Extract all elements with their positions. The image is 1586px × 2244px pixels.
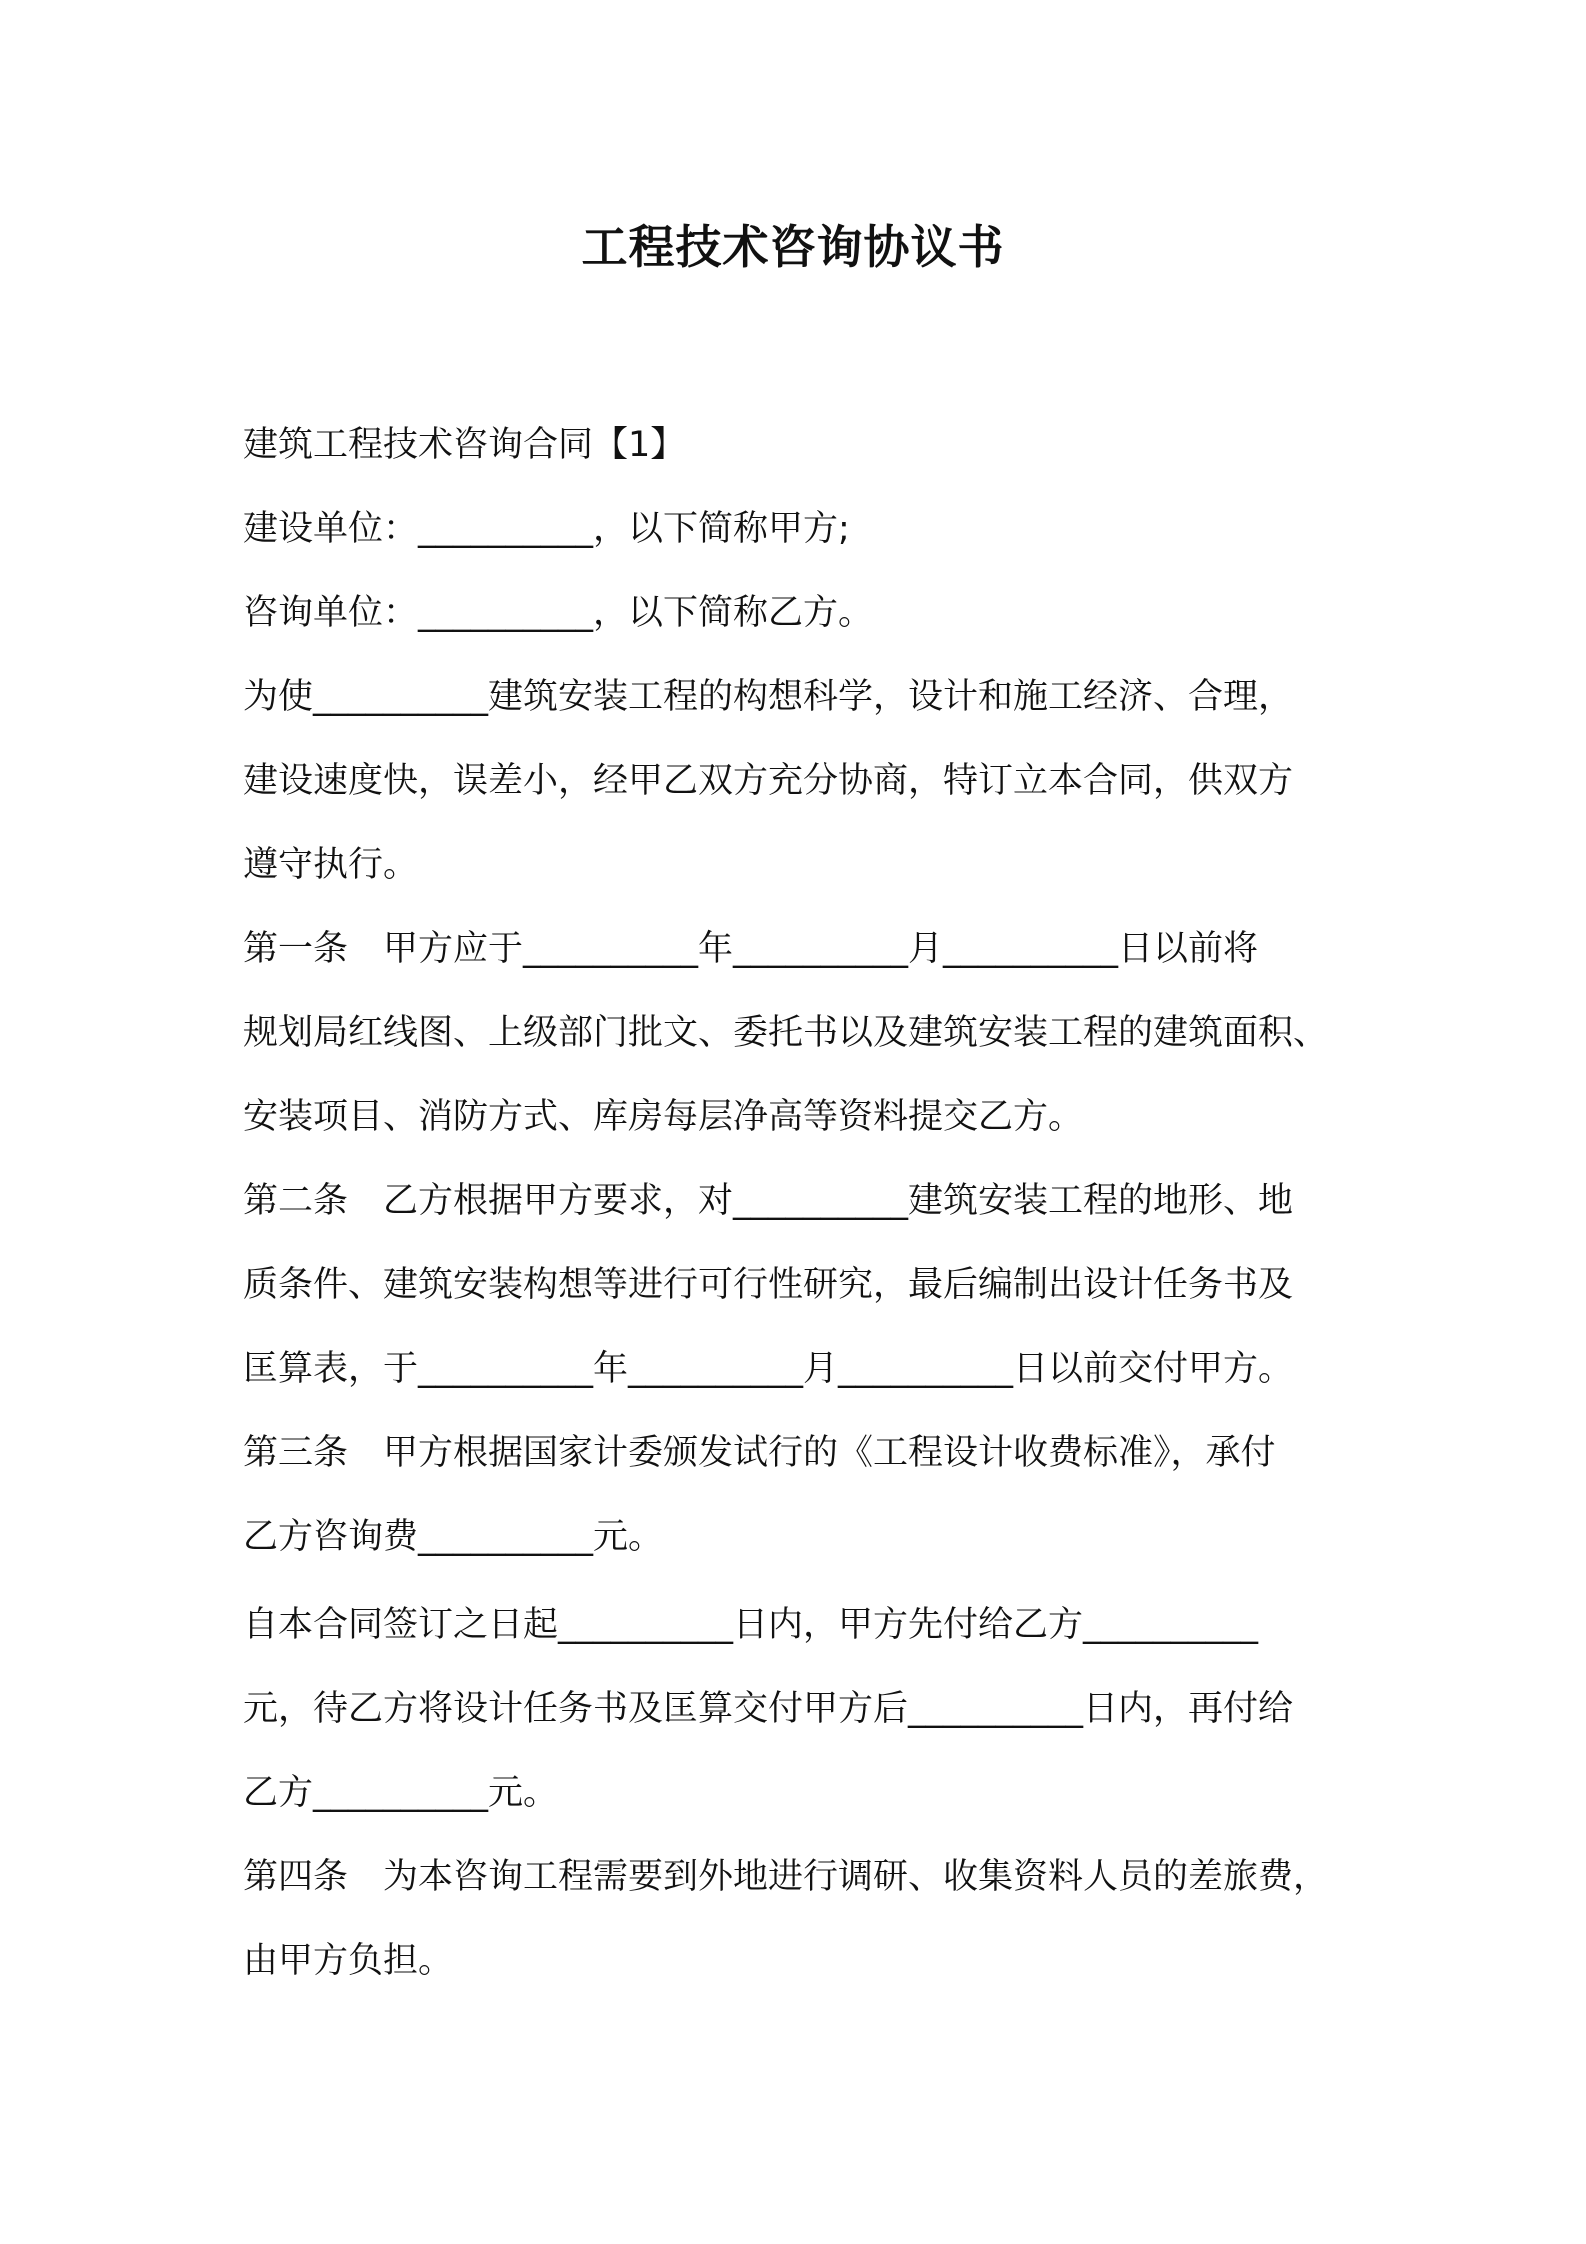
article-1-line-3: 安装项目、消防方式、库房每层净高等资料提交乙方。 (243, 1097, 1084, 1137)
party-a-line: 建设单位：__________，以下简称甲方; (243, 509, 850, 549)
article-3-line-2: 乙方咨询费__________元。 (243, 1517, 664, 1557)
article-2-line-2: 质条件、建筑安装构想等进行可行性研究，最后编制出设计任务书及 (243, 1265, 1294, 1305)
article-4-line-1: 第四条 为本咨询工程需要到外地进行调研、收集资料人员的差旅费， (243, 1857, 1329, 1897)
party-b-line: 咨询单位：__________，以下简称乙方。 (243, 593, 874, 633)
document-body (243, 403, 1363, 2003)
payment-line-2: 元，待乙方将设计任务书及匡算交付甲方后__________日内，再付给 (243, 1689, 1294, 1729)
article-1-line-1: 第一条 甲方应于__________年__________月__________日以前将 (243, 929, 1259, 969)
article-4-line-2: 由甲方负担。 (243, 1941, 454, 1981)
preamble-line-2: 建设速度快，误差小，经甲乙双方充分协商，特订立本合同，供双方 (243, 761, 1294, 801)
payment-line-1: 自本合同签订之日起__________日内，甲方先付给乙方__________ (243, 1605, 1259, 1645)
contract-heading: 建筑工程技术咨询合同【1】 (243, 425, 686, 465)
document-title: 工程技术咨询协议书 (581, 220, 1005, 274)
article-2-line-3: 匡算表，于__________年__________月__________日以前交付甲方。 (243, 1349, 1294, 1389)
payment-line-3: 乙方__________元。 (243, 1773, 559, 1813)
article-2-line-1: 第二条 乙方根据甲方要求，对__________建筑安装工程的地形、地 (243, 1181, 1294, 1221)
preamble-line-1: 为使__________建筑安装工程的构想科学，设计和施工经济、合理， (243, 677, 1294, 717)
article-3-line-1: 第三条 甲方根据国家计委颁发试行的《工程设计收费标准》，承付 (243, 1433, 1276, 1473)
article-1-line-2: 规划局红线图、上级部门批文、委托书以及建筑安装工程的建筑面积、 (243, 1013, 1329, 1053)
preamble-line-3: 遵守执行。 (243, 845, 419, 885)
